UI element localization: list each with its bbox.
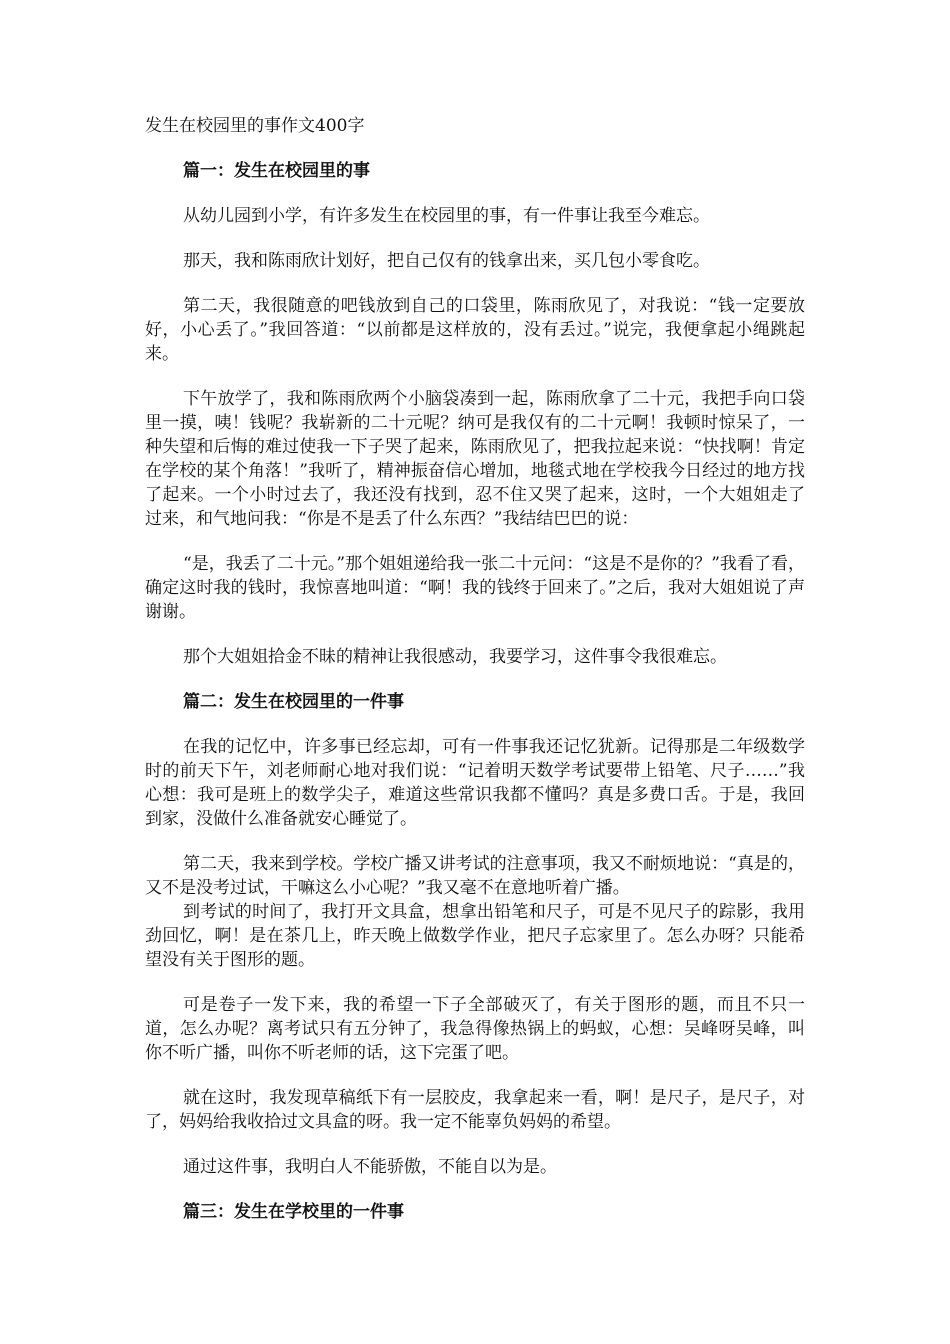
paragraph: “是，我丢了二十元。”那个姐姐递给我一张二十元问：“这是不是你的？”我看了看，确定这时我的钱时，我惊喜地叫道：“啊！我的钱终于回来了。”之后，我对大姐姐说了声谢谢。: [145, 554, 805, 622]
paragraph: 就在这时，我发现草稿纸下有一层胶皮，我拿起来一看，啊！是尺子，是尺子，对了，妈妈给我收拾过文具盒的呀。我一定不能辜负妈妈的希望。: [145, 1088, 805, 1132]
paragraph: 那个大姐姐拾金不昧的精神让我很感动，我要学习，这件事令我很难忘。: [183, 647, 727, 667]
paragraph: 那天，我和陈雨欣计划好，把自己仅有的钱拿出来，买几包小零食吃。: [183, 251, 710, 271]
paragraph: 从幼儿园到小学，有许多发生在校园里的事，有一件事让我至今难忘。: [183, 206, 710, 226]
section-heading-1: 篇一：发生在校园里的事: [183, 161, 370, 181]
paragraph: 下午放学了，我和陈雨欣两个小脑袋凑到一起，陈雨欣拿了二十元，我把手向口袋里一摸，咦！钱呢？我崭新的二十元呢？纳可是我仅有的二十元啊！我顿时惊呆了，一种失望和后悔的难过使我一下子哭了起来，陈雨欣见了，把我拉起来说：“快找啊！肯定在学校的某个角落！”我听了，精神振奋信心增加，地毯式地在学校我今日经过的地方找了起来。一个小时过去了，我还没有找到，忍不住又哭了起来，这时，一个大姐姐走了过来，和气地问我：“你是不是丢了什么东西？”我结结巴巴的说：: [145, 389, 805, 529]
section-heading-2: 篇二：发生在校园里的一件事: [183, 692, 404, 712]
paragraph: 到考试的时间了，我打开文具盒，想拿出铅笔和尺子，可是不见尺子的踪影，我用劲回忆，啊！是在茶几上，昨天晚上做数学作业，把尺子忘家里了。怎么办呀？只能希望没有关于图形的题。: [145, 902, 805, 970]
paragraph: 通过这件事，我明白人不能骄傲，不能自以为是。: [183, 1157, 557, 1177]
paragraph: 第二天，我来到学校。学校广播又讲考试的注意事项，我又不耐烦地说：“真是的，又不是没考过试，干嘛这么小心呢？”我又毫不在意地听着广播。: [145, 854, 805, 898]
document-page: [145, 114, 805, 1245]
paragraph: 在我的记忆中，许多事已经忘却，可有一件事我还记忆犹新。记得那是二年级数学时的前天下午，刘老师耐心地对我们说：“记着明天数学考试要带上铅笔、尺子……”我心想：我可是班上的数学尖子，难道这些常识我都不懂吗？真是多费口舌。于是，我回到家，没做什么准备就安心睡觉了。: [145, 737, 805, 829]
section-heading-3: 篇三：发生在学校里的一件事: [183, 1202, 404, 1222]
paragraph: 第二天，我很随意的吧钱放到自己的口袋里，陈雨欣见了，对我说：“钱一定要放好，小心丢了。”我回答道：“以前都是这样放的，没有丢过。”说完，我便拿起小绳跳起来。: [145, 296, 805, 364]
paragraph: 可是卷子一发下来，我的希望一下子全部破灭了，有关于图形的题，而且不只一道，怎么办呢？离考试只有五分钟了，我急得像热锅上的蚂蚁，心想：吴峰呀吴峰，叫你不听广播，叫你不听老师的话，这下完蛋了吧。: [145, 995, 805, 1063]
document-title: 发生在校园里的事作文400字: [145, 116, 365, 136]
